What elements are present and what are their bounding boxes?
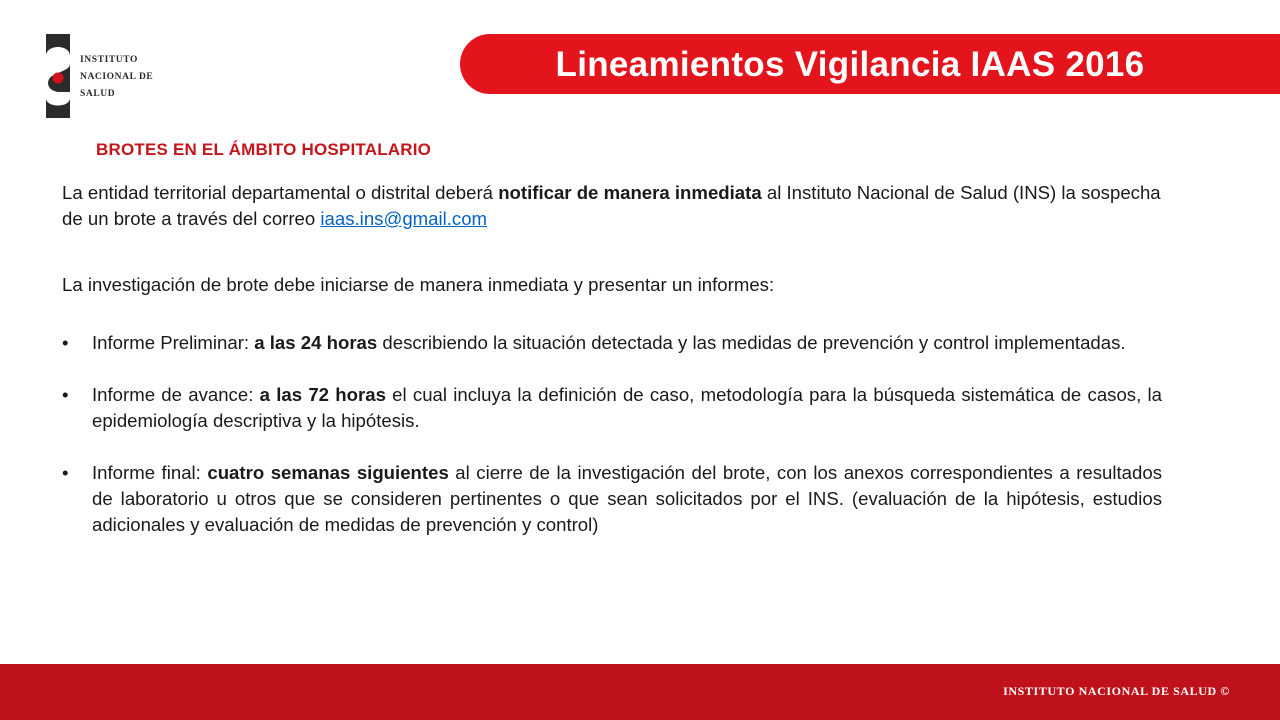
section-subtitle: BROTES EN EL ÁMBITO HOSPITALARIO (96, 140, 432, 159)
bullet-bold: cuatro semanas siguientes (207, 462, 449, 483)
bullet-suffix: al cierre de la investigación del brote, con los anexos correspondientes a resultados de laboratorio u otros que se consideren pertinentes o que sean solicitados por el INS. (evaluación de la hipótesis, estudios adicionales y evaluación de medidas de prevención y control) (92, 462, 1162, 535)
footer-text: INSTITUTO NACIONAL DE SALUD © (1003, 684, 1230, 698)
report-list (62, 330, 1162, 564)
footer-bar (0, 664, 1280, 720)
logo-line-2: NACIONAL DE (80, 72, 154, 82)
bullet-bold: a las 24 horas (254, 332, 378, 353)
slide-title: Lineamientos Vigilancia IAAS 2016 (555, 45, 1145, 84)
investigation-paragraph: La investigación de brote debe iniciarse de manera inmediata y presentar un informes: (62, 274, 775, 295)
bullet-suffix: el cual incluya la definición de caso, metodología para la búsqueda sistemática de casos, la epidemiología descriptiva y la hipótesis. (92, 384, 1162, 431)
bullet-icon: • (62, 462, 69, 483)
intro-text-1: La entidad territorial departamental o distrital deberá (62, 182, 499, 203)
bullet-prefix: Informe de avance: (92, 384, 260, 405)
email-link[interactable]: iaas.ins@gmail.com (320, 208, 488, 229)
intro-bold: notificar de manera inmediata (498, 182, 762, 203)
bullet-prefix: Informe Preliminar: (92, 332, 255, 353)
bullet-bold: a las 72 horas (259, 384, 386, 405)
title-banner (460, 34, 1280, 94)
bullet-prefix: Informe final: (92, 462, 208, 483)
logo-line-1: INSTITUTO (80, 55, 139, 65)
bullet-suffix: describiendo la situación detectada y las medidas de prevención y control implementadas. (377, 332, 1126, 353)
list-item-preliminary (62, 330, 1162, 356)
list-item-final (62, 460, 1162, 538)
bullet-icon: • (62, 332, 69, 353)
ins-logo (44, 34, 184, 118)
list-item-progress (62, 382, 1162, 434)
intro-text-2: al Instituto Nacional de Salud (INS) la sospecha de un brote a través del correo (62, 182, 1161, 229)
bullet-icon: • (62, 384, 69, 405)
logo-line-3: SALUD (80, 89, 116, 99)
logo-wordmark (80, 52, 153, 103)
intro-paragraph (62, 180, 1162, 232)
ins-logo-mark-icon (44, 34, 74, 118)
